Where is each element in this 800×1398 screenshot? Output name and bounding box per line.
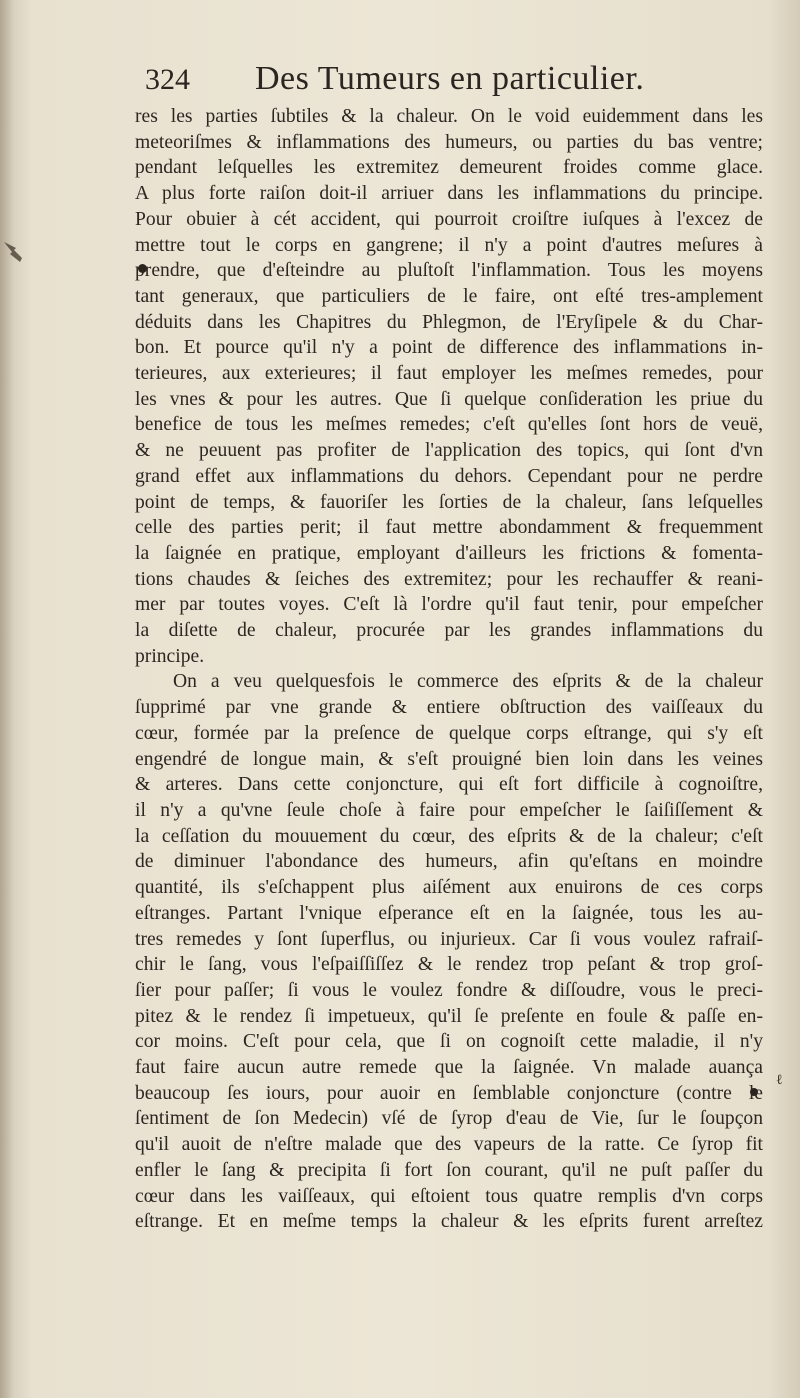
pointing-hand-icon	[2, 238, 24, 264]
text-line: la ſaignée en pratique, employant d'ailleurs les frictions & fomenta-	[135, 542, 763, 564]
text-line: déduits dans les Chapitres du Phlegmon, de l'Eryſipele & du Char-	[135, 311, 763, 333]
text-line: pitez & le rendez ſi impetueux, qu'il ſe preſente en foule & paſſe en-	[135, 1005, 763, 1027]
text-line: prendre, que d'eſteindre au pluſtoſt l'inflammation. Tous les moyens	[135, 260, 763, 282]
text-line: de diminuer l'abondance des humeurs, afin qu'eſtans en moindre	[135, 851, 763, 873]
text-line: & arteres. Dans cette conjoncture, qui eſt fort difficile à cognoiſtre,	[135, 774, 763, 796]
page-number: 324	[145, 63, 190, 96]
text-line: ſupprimé par vne grande & entiere obſtruction des vaiſſeaux du	[135, 697, 763, 719]
text-line: ſier pour paſſer; ſi vous le voulez fondre & diſſoudre, vous le preci-	[135, 979, 763, 1001]
text-line: Pour obuier à cét accident, qui pourroit croiſtre iuſques à l'excez de	[135, 208, 763, 230]
text-line: chir le ſang, vous l'eſpaiſſiſſez & le rendez trop peſant & trop groſ-	[135, 954, 763, 976]
text-line: celle des parties perit; il faut mettre abondamment & frequemment	[135, 517, 763, 539]
body-text	[135, 104, 763, 1235]
text-line: enfler le ſang & precipita ſi fort ſon courant, qu'il ne puſt paſſer du	[135, 1159, 763, 1181]
margin-letter: ℓ	[776, 1072, 783, 1088]
text-line: quantité, ils s'eſchappent plus aiſément aux enuirons de ces corps	[135, 877, 763, 899]
text-line: ſentiment de ſon Medecin) vſé de ſyrop d'eau de Vie, ſur le ſoupçon	[135, 1108, 763, 1130]
text-line: beaucoup ſes iours, pour auoir en ſemblable conjoncture (contre le	[135, 1082, 763, 1104]
text-line: A plus forte raiſon doit-il arriuer dans les inflammations du principe.	[135, 183, 763, 205]
text-line: tant generaux, que particuliers de le faire, ont eſté tres-amplement	[135, 285, 763, 307]
text-line: tions chaudes & ſeiches des extremitez; pour les rechauffer & reani-	[135, 568, 763, 590]
text-line: il n'y a qu'vne ſeule choſe à faire pour empeſcher le ſaiſiſſement &	[135, 799, 763, 821]
running-head	[145, 60, 675, 108]
text-line: tres remedes y ſont ſuperflus, ou injurieux. Car ſi vous voulez rafraiſ-	[135, 928, 763, 950]
text-line: eſtranges. Partant l'vnique eſperance eſt en la ſaignée, tous les au-	[135, 902, 763, 924]
text-line: grand effet aux inflammations du dehors. Cependant pour ne perdre	[135, 465, 763, 487]
text-line: la diſette de chaleur, procurée par les grandes inflammations du	[135, 620, 763, 642]
text-line: On a veu quelquesfois le commerce des eſprits & de la chaleur	[173, 671, 763, 693]
text-line: & ne peuuent pas profiter de l'application des topics, qui ſont d'vn	[135, 440, 763, 462]
text-line: mettre tout le corps en gangrene; il n'y a point d'autres meſures à	[135, 234, 763, 256]
text-line: principe.	[135, 645, 205, 667]
text-line: bon. Et pource qu'il n'y a point de difference des inflammations in-	[135, 337, 763, 359]
text-line: la ceſſation du mouuement du cœur, des eſprits & de la chaleur; c'eſt	[135, 825, 763, 847]
text-line: cœur, formée par la preſence de quelque corps eſtrange, qui s'y eſt	[135, 722, 763, 744]
text-line: les vnes & pour les autres. Que ſi quelque conſideration les priue du	[135, 388, 763, 410]
text-line: res les parties ſubtiles & la chaleur. On le void euidemment dans les	[135, 106, 763, 127]
text-line: engendré de longue main, & s'eſt prouigné bien loin dans les veines	[135, 748, 763, 770]
text-line: cœur dans les vaiſſeaux, qui eſtoient tous quatre remplis d'vn corps	[135, 1185, 763, 1207]
text-line: mer par toutes voyes. C'eſt là l'ordre qu'il faut tenir, pour empeſcher	[135, 594, 763, 616]
text-line: eſtrange. Et en meſme temps la chaleur & les eſprits furent arreſtez	[135, 1211, 763, 1233]
text-line: meteoriſmes & inflammations des humeurs, ou parties du bas ventre;	[135, 131, 763, 153]
text-line: terieures, aux exterieures; il faut employer les meſmes remedes, pour	[135, 363, 763, 385]
text-line: cor moins. C'eſt pour cela, que ſi on cognoiſt cette maladie, il n'y	[135, 1031, 763, 1053]
page-edge-shadow	[0, 0, 14, 1398]
text-line: qu'il auoit de n'eſtre malade que des vapeurs de la ratte. Ce ſyrop fit	[135, 1134, 763, 1156]
running-title: Des Tumeurs en particulier.	[255, 60, 645, 97]
text-line: benefice de tous les meſmes remedes; c'eſt qu'elles ſont hors de veuë,	[135, 414, 763, 436]
text-line: point de temps, & fauoriſer les ſorties de la chaleur, ſans leſquelles	[135, 491, 763, 513]
text-line: pendant leſquelles les extremitez demeurent froides comme glace.	[135, 157, 763, 179]
text-line: faut faire aucun autre remede que la ſaignée. Vn malade auança	[135, 1057, 763, 1079]
